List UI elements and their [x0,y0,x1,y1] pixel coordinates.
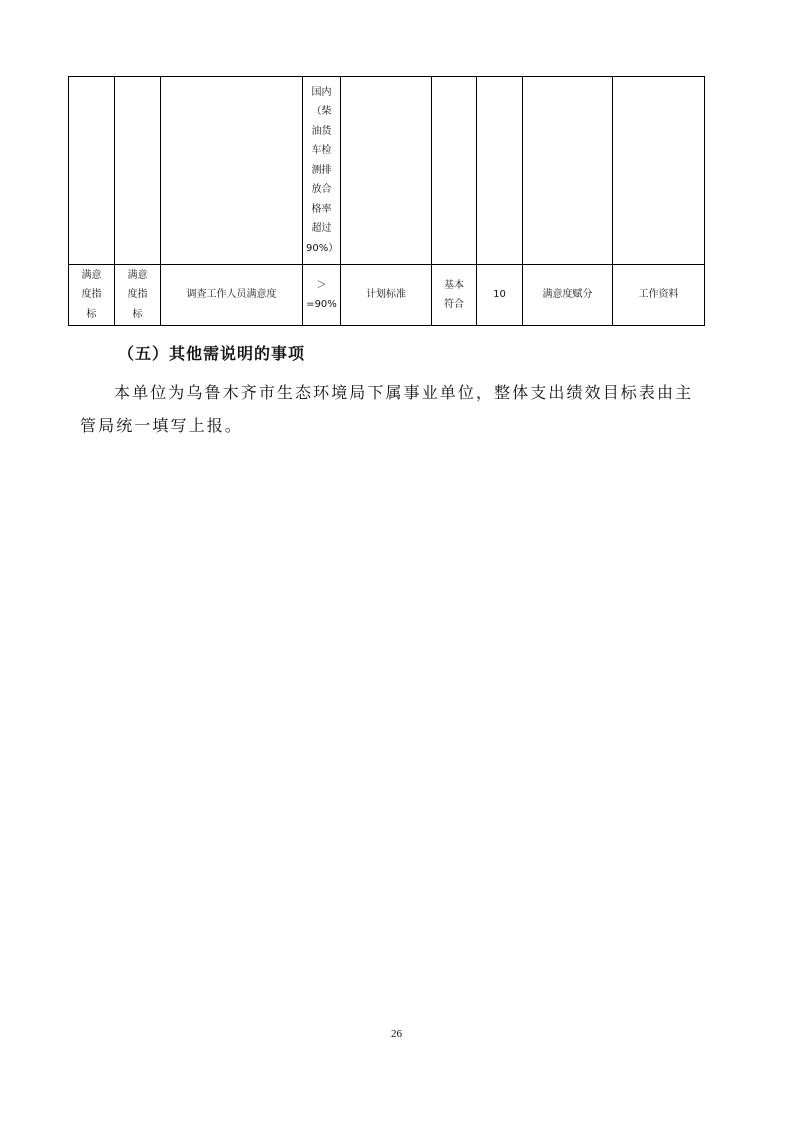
table-cell-indicator-value [303,265,341,326]
table-cell-level1 [69,265,115,326]
level1-indicator-label: 满意 度指 标 [81,269,102,320]
table-cell [523,77,613,265]
table-cell-level3: 调查工作人员满意度 [161,265,303,326]
table-cell [341,77,432,265]
table-cell [115,77,161,265]
table-cell-standard-basis: 计划标准 [341,265,432,326]
completion-text: 基本 符合 [444,279,464,310]
table-row [69,265,705,326]
table-cell-indicator-value [303,77,341,265]
performance-indicator-table [68,76,705,326]
table-cell-score: 10 [477,265,523,326]
indicator-value-text: ＞ =90% [306,279,337,310]
indicator-value-text: 国内 （柴 油货 车检 测排 放合 格率 超过 90%） [306,86,339,254]
table-cell [477,77,523,265]
page-number: 26 [391,1028,402,1040]
table-cell-evidence: 工作资料 [613,265,705,326]
table-cell-completion [432,265,477,326]
table-cell-level2 [115,265,161,326]
table-cell [161,77,303,265]
table-row [69,77,705,265]
table-cell [613,77,705,265]
body-paragraph: 本单位为乌鲁木齐市生态环境局下属事业单位，整体支出绩效目标表由主管局统一填写上报。 [80,383,694,435]
table-cell-scoring-rule: 满意度赋分 [523,265,613,326]
section-heading: （五）其他需说明的事项 [118,344,306,363]
table-cell [432,77,477,265]
level2-indicator-label: 满意 度指 标 [127,269,148,320]
table-cell [69,77,115,265]
